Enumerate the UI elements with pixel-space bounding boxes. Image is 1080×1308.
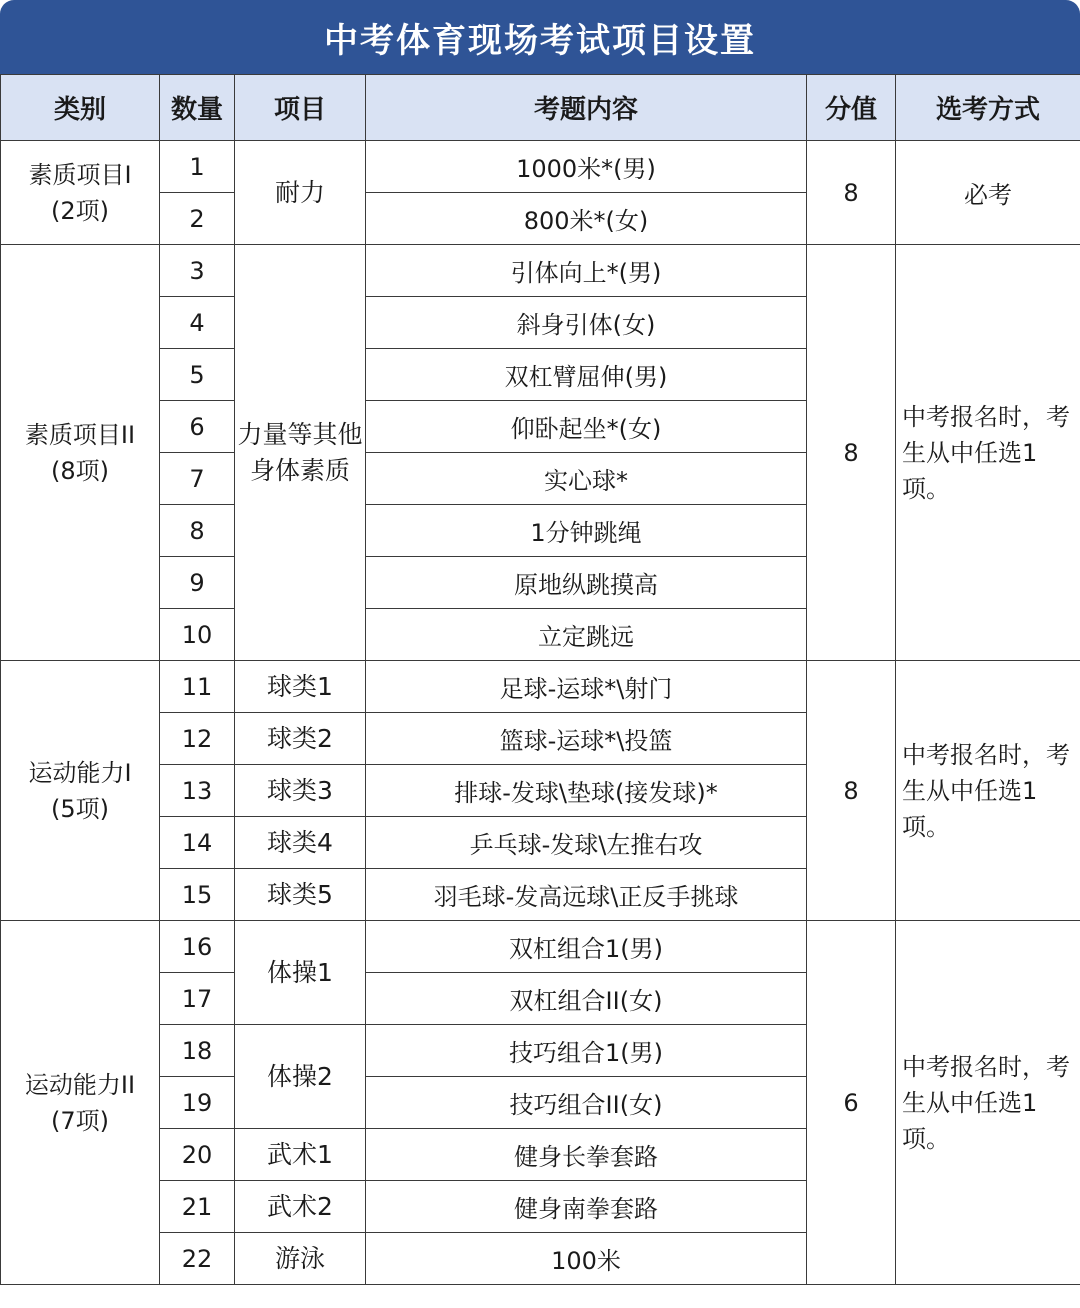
exam-items-table <box>0 74 1080 1285</box>
item-number: 2 <box>160 193 235 245</box>
selection-method: 中考报名时，考生从中任选1项。 <box>896 921 1080 1285</box>
score-cell: 6 <box>807 921 896 1285</box>
exam-content: 篮球-运球*\投篮 <box>366 713 807 765</box>
category-count: (2项) <box>51 196 109 225</box>
category-cell <box>1 245 160 661</box>
category-count: (5项) <box>51 794 109 823</box>
header-category: 类别 <box>1 75 160 141</box>
selection-method: 中考报名时，考生从中任选1项。 <box>896 245 1080 661</box>
item-number: 13 <box>160 765 235 817</box>
exam-content: 1分钟跳绳 <box>366 505 807 557</box>
item-name: 球类5 <box>235 869 366 921</box>
item-number: 3 <box>160 245 235 297</box>
item-number: 15 <box>160 869 235 921</box>
exam-content: 足球-运球*\射门 <box>366 661 807 713</box>
item-number: 16 <box>160 921 235 973</box>
item-name: 力量等其他身体素质 <box>235 245 366 661</box>
item-number: 18 <box>160 1025 235 1077</box>
item-number: 8 <box>160 505 235 557</box>
item-number: 20 <box>160 1129 235 1181</box>
header-count: 数量 <box>160 75 235 141</box>
category-count: (8项) <box>51 456 109 485</box>
item-number: 6 <box>160 401 235 453</box>
exam-content: 引体向上*(男) <box>366 245 807 297</box>
item-name: 球类2 <box>235 713 366 765</box>
header-score: 分值 <box>807 75 896 141</box>
selection-method: 必考 <box>896 141 1080 245</box>
header-item: 项目 <box>235 75 366 141</box>
table-row <box>1 921 1080 973</box>
table-title: 中考体育现场考试项目设置 <box>324 20 756 61</box>
item-name: 球类1 <box>235 661 366 713</box>
exam-content: 斜身引体(女) <box>366 297 807 349</box>
exam-content: 1000米*(男) <box>366 141 807 193</box>
item-number: 12 <box>160 713 235 765</box>
exam-content: 双杠组合II(女) <box>366 973 807 1025</box>
category-name: 运动能力II <box>24 1070 136 1099</box>
item-name: 球类3 <box>235 765 366 817</box>
exam-content: 羽毛球-发高远球\正反手挑球 <box>366 869 807 921</box>
item-name: 体操1 <box>235 921 366 1025</box>
exam-content: 立定跳远 <box>366 609 807 661</box>
exam-content: 技巧组合1(男) <box>366 1025 807 1077</box>
item-number: 10 <box>160 609 235 661</box>
item-number: 19 <box>160 1077 235 1129</box>
category-count: (7项) <box>51 1106 109 1135</box>
score-cell: 8 <box>807 245 896 661</box>
category-name: 运动能力I <box>28 758 132 787</box>
item-number: 1 <box>160 141 235 193</box>
exam-content: 仰卧起坐*(女) <box>366 401 807 453</box>
item-number: 9 <box>160 557 235 609</box>
header-row <box>1 75 1080 141</box>
item-number: 22 <box>160 1233 235 1285</box>
exam-content: 双杠臂屈伸(男) <box>366 349 807 401</box>
item-name: 体操2 <box>235 1025 366 1129</box>
category-cell <box>1 661 160 921</box>
exam-content: 800米*(女) <box>366 193 807 245</box>
exam-content: 技巧组合II(女) <box>366 1077 807 1129</box>
item-number: 5 <box>160 349 235 401</box>
item-name: 武术1 <box>235 1129 366 1181</box>
table-row <box>1 661 1080 713</box>
item-name: 武术2 <box>235 1181 366 1233</box>
item-number: 7 <box>160 453 235 505</box>
category-cell <box>1 141 160 245</box>
category-name: 素质项目II <box>24 420 136 449</box>
table-row <box>1 245 1080 297</box>
table-row <box>1 141 1080 193</box>
header-content: 考题内容 <box>366 75 807 141</box>
exam-content: 原地纵跳摸高 <box>366 557 807 609</box>
table-body <box>1 141 1080 1285</box>
exam-content: 乒乓球-发球\左推右攻 <box>366 817 807 869</box>
item-number: 14 <box>160 817 235 869</box>
exam-content: 实心球* <box>366 453 807 505</box>
item-number: 11 <box>160 661 235 713</box>
title-bar <box>0 0 1080 74</box>
item-name: 游泳 <box>235 1233 366 1285</box>
score-cell: 8 <box>807 661 896 921</box>
category-cell <box>1 921 160 1285</box>
item-number: 4 <box>160 297 235 349</box>
item-number: 21 <box>160 1181 235 1233</box>
exam-content: 健身长拳套路 <box>366 1129 807 1181</box>
header-method: 选考方式 <box>896 75 1080 141</box>
item-name: 耐力 <box>235 141 366 245</box>
exam-content: 排球-发球\垫球(接发球)* <box>366 765 807 817</box>
exam-content: 健身南拳套路 <box>366 1181 807 1233</box>
exam-content: 双杠组合1(男) <box>366 921 807 973</box>
category-name: 素质项目I <box>28 160 132 189</box>
item-name: 球类4 <box>235 817 366 869</box>
exam-content: 100米 <box>366 1233 807 1285</box>
selection-method: 中考报名时，考生从中任选1项。 <box>896 661 1080 921</box>
item-number: 17 <box>160 973 235 1025</box>
score-cell: 8 <box>807 141 896 245</box>
